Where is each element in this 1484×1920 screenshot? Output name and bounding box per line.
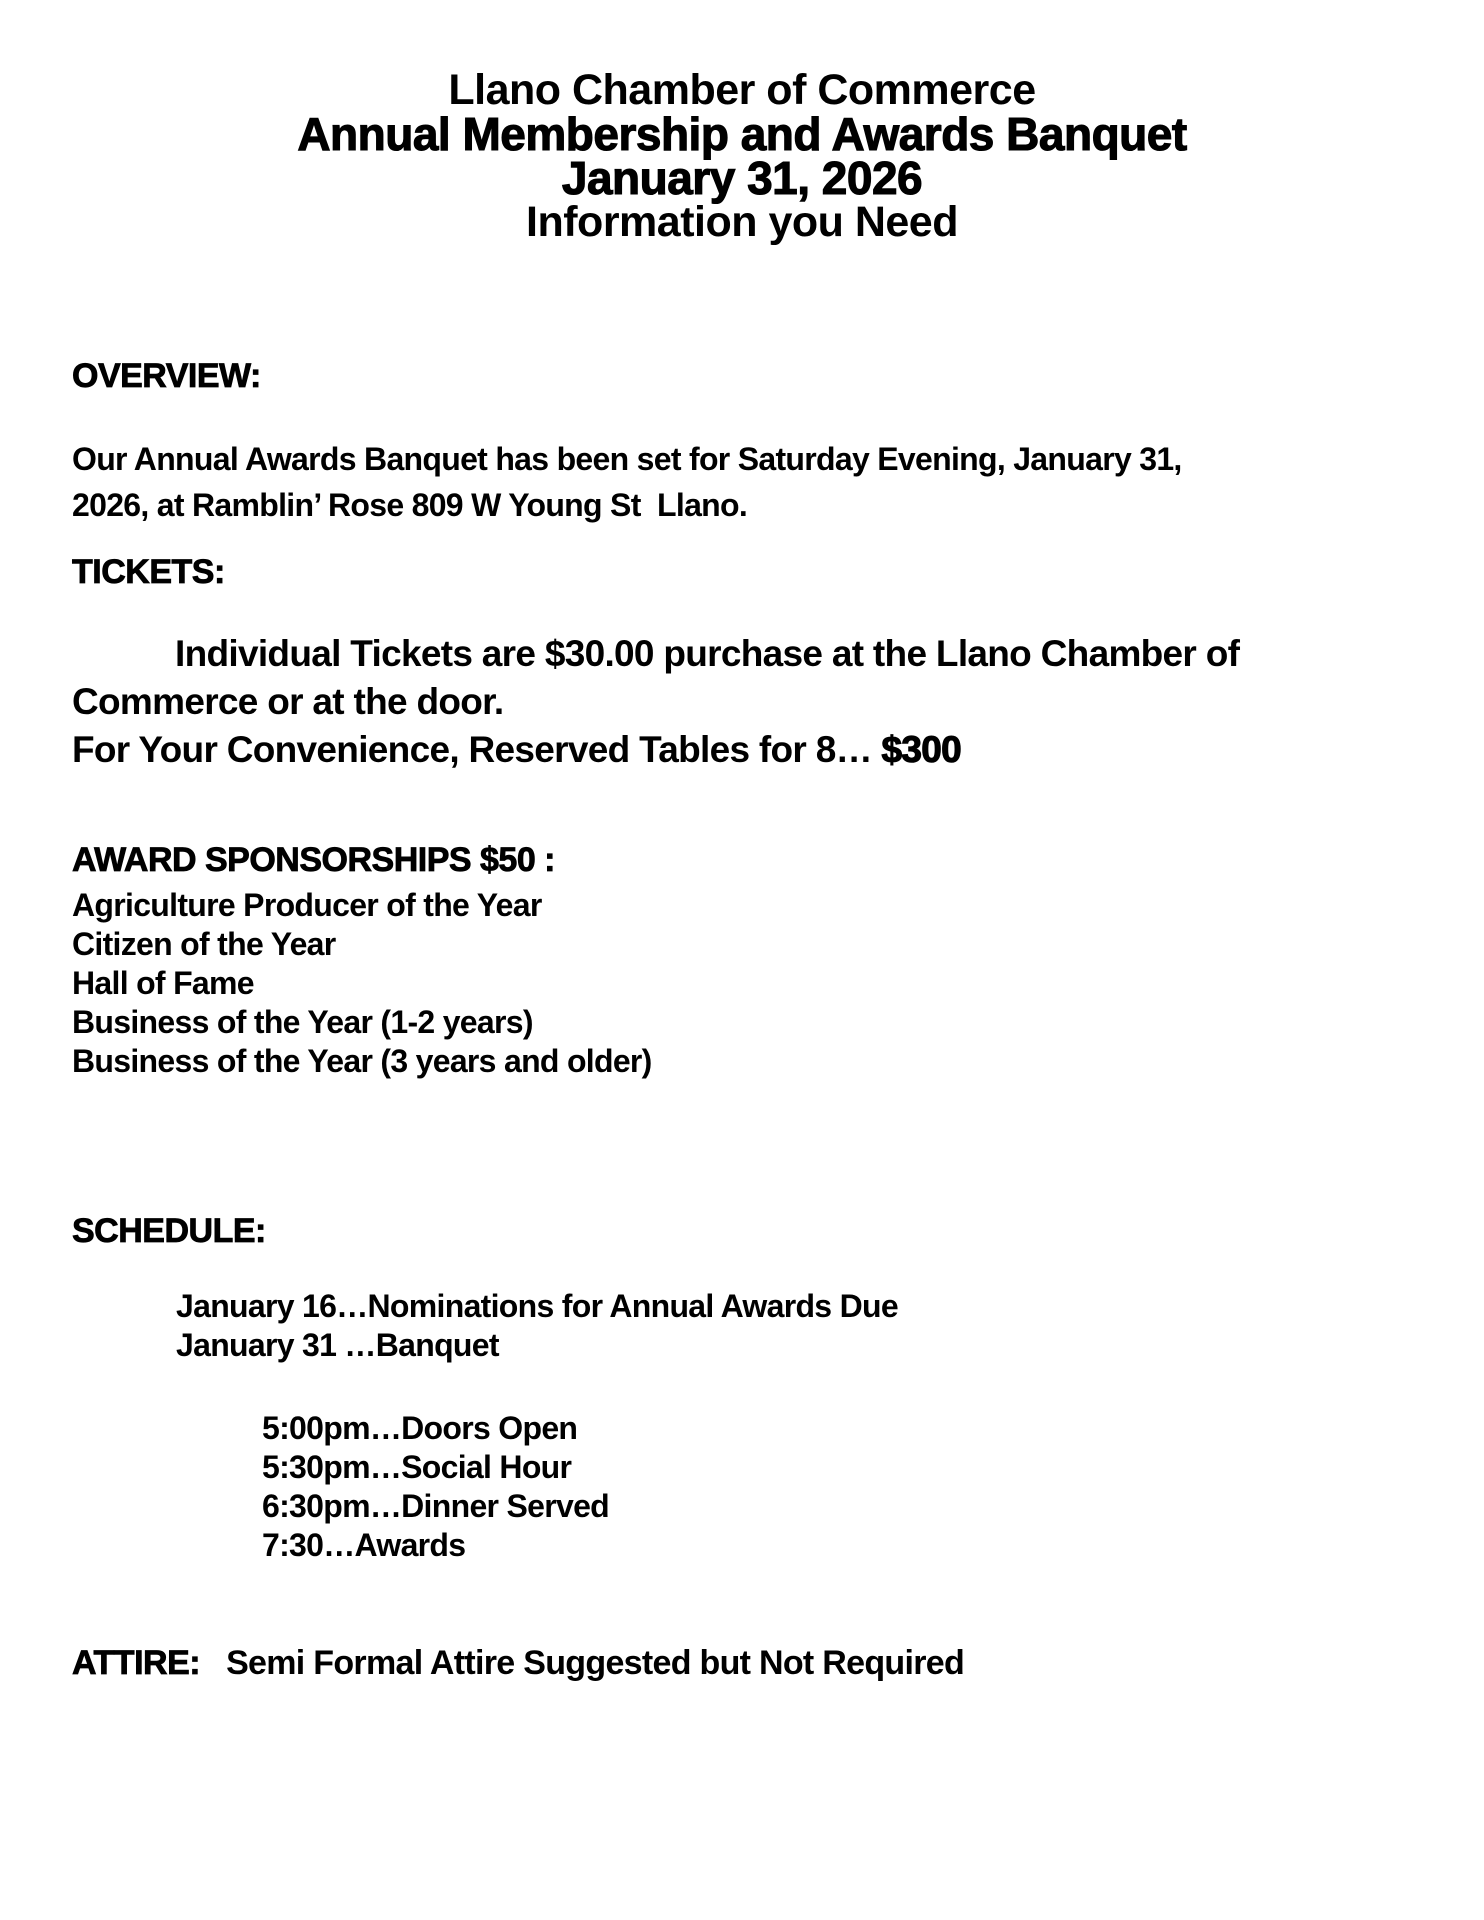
schedule-dates [176,1287,1484,1365]
overview-heading: OVERVIEW: [72,357,261,395]
tickets-paragraph-line: Individual Tickets are $30.00 purchase at the Llano Chamber of [175,633,1240,674]
tickets-section [0,552,1484,774]
schedule-section [0,1211,1484,1565]
title-line-info: Information you Need [526,198,958,246]
award-item: Citizen of the Year [72,926,336,962]
tickets-paragraph [72,630,1484,774]
attire-section [0,1643,1484,1683]
title-line-date: January 31, 2026 [561,152,923,204]
schedule-times [262,1409,1484,1565]
award-item: Business of the Year (1-2 years) [72,1004,533,1040]
award-sponsorships-list [72,886,1484,1081]
tickets-reserved-tables-line [72,726,1484,774]
schedule-date-item: January 16…Nominations for Annual Awards Due [176,1288,898,1324]
award-item: Business of the Year (3 years and older) [72,1043,652,1079]
award-sponsorships-heading: AWARD SPONSORSHIPS $50 : [72,841,556,879]
tickets-paragraph-line: Commerce or at the door. [72,681,504,722]
schedule-time-item: 5:00pm…Doors Open [262,1410,578,1446]
title-line-banquet: Annual Membership and Awards Banquet [297,108,1187,160]
schedule-date-item: January 31 …Banquet [176,1327,499,1363]
schedule-heading: SCHEDULE: [72,1212,266,1250]
schedule-time-item: 5:30pm…Social Hour [262,1449,572,1485]
document-title-block [0,0,1484,244]
attire-text: Semi Formal Attire Suggested but Not Required [226,1644,965,1682]
overview-paragraph-line: 2026, at Ramblin’ Rose 809 W Young St Llano. [72,487,748,523]
overview-section [0,356,1484,528]
award-item: Hall of Fame [72,965,254,1001]
award-sponsorships-section [0,840,1484,1081]
attire-line [72,1643,1484,1683]
overview-paragraph [72,436,1484,528]
schedule-time-item: 7:30…Awards [262,1527,466,1563]
schedule-time-item: 6:30pm…Dinner Served [262,1488,610,1524]
attire-heading: ATTIRE: [72,1644,201,1682]
reserved-tables-text: For Your Convenience, Reserved Tables for 8… [72,729,882,770]
reserved-tables-price: $300 [881,729,961,770]
tickets-heading: TICKETS: [72,553,225,591]
overview-paragraph-line: Our Annual Awards Banquet has been set for Saturday Evening, January 31, [72,441,1182,477]
title-line-chamber: Llano Chamber of Commerce [448,66,1036,114]
award-item: Agriculture Producer of the Year [72,887,542,923]
